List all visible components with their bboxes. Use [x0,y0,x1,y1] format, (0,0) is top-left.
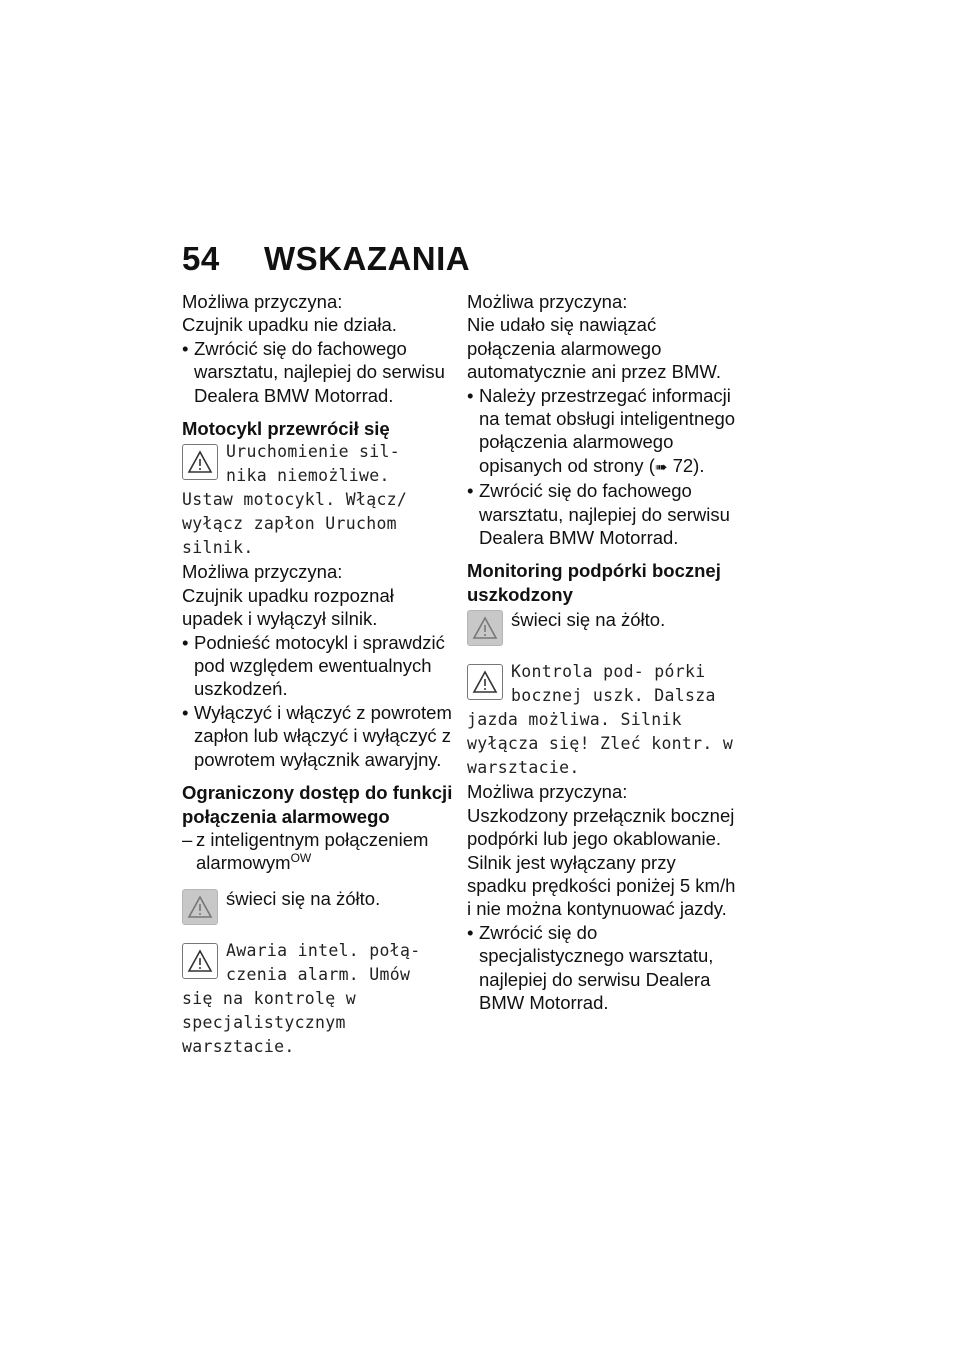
display-message [182,939,454,1059]
warning-triangle-icon [182,889,218,925]
cause-label: Możliwa przyczyna: [467,781,628,803]
instruction-bullet [467,384,739,480]
message-text: Ustaw motocykl. Włącz/ wyłącz zapłon Uruchom silnik. [182,490,408,558]
message-text: jazda możliwa. Silnik wyłącza się! Zleć kontr. w warsztacie. [467,710,734,778]
warning-triangle-icon [182,444,218,480]
reference-arrow-icon: ➠ [654,458,668,476]
instruction-bullet: • Podnieść motocykl i sprawdzić pod względem ewentualnych uszkodzeń. [182,631,454,701]
warning-triangle-icon [467,664,503,700]
section-heading: Monitoring podpórki bocznej uszkodzony [467,560,721,605]
cause-text: Czujnik upadku nie działa. [182,314,397,336]
section-heading: Motocykl przewrócił się [182,418,390,440]
reference-page: 72 [672,454,694,476]
message-line: Awaria intel. połą- [226,940,421,960]
message-line: Uruchomienie sil- [226,442,400,462]
cause-label: Możliwa przyczyna: [467,291,628,312]
equipment-text: z inteligentnym połączeniem alarmowym [196,828,429,874]
page-header [182,240,470,278]
indicator-text: świeci się na żółto. [226,887,381,909]
instruction-bullet: • Zwrócić się do fachowego warsztatu, najlepiej do serwisu Dealera BMW Motorrad. [182,337,454,407]
cause-label: Możliwa przyczyna: [182,291,343,312]
right-column [467,290,739,1014]
indicator-text: świeci się na żółto. [511,609,666,631]
cause-text: Uszkodzony przełącznik bocznej podpórki lub jego okablowanie. Silnik jest wyłączany przy spadku prędkości poniżej 5 km/h i nie można kontynuować jazdy. [467,804,736,920]
message-line: czenia alarm. Umów [226,964,411,984]
page-number: 54 [182,240,220,277]
indicator-row [182,885,454,929]
message-line: bocznej uszk. Dalsza [511,686,716,706]
instruction-bullet: • Wyłączyć i włączyć z powrotem zapłon lub włączyć i wyłączyć z powrotem wyłącznik awaryjny. [182,701,454,771]
left-column [182,290,454,1059]
message-line: Kontrola pod- pórki [511,662,706,682]
message-line: nika niemożliwe. [226,466,390,486]
cause-text: Czujnik upadku rozpoznał upadek i wyłączył silnik. [182,584,394,630]
option-code: OW [290,851,312,866]
instruction-bullet: • Zwrócić się do specjalistycznego warsztatu, najlepiej do serwisu Dealera BMW Motorrad. [467,921,739,1015]
equipment-note [182,828,454,875]
page-reference[interactable]: (➠ 72). [648,454,705,476]
cause-label: Możliwa przyczyna: [182,561,343,583]
instruction-bullet: • Zwrócić się do fachowego warsztatu, najlepiej do serwisu Dealera BMW Motorrad. [467,479,739,549]
display-message [182,440,454,560]
instruction-text: Należy przestrzegać informacji na temat obsługi inteligentnego połączenia alarmowego opisanych od strony [479,384,736,476]
cause-text: Nie udało się nawiązać połączenia alarmowego automatycznie ani przez BMW. [467,314,721,383]
indicator-row [467,606,739,650]
display-message [467,660,739,780]
warning-triangle-icon [182,943,218,979]
message-text: się na kontrolę w specjalistycznym warsztacie. [182,988,356,1056]
warning-triangle-icon [467,610,503,646]
section-heading: Ograniczony dostęp do funkcji połączenia alarmowego [182,782,453,827]
page-title: WSKAZANIA [264,240,471,277]
